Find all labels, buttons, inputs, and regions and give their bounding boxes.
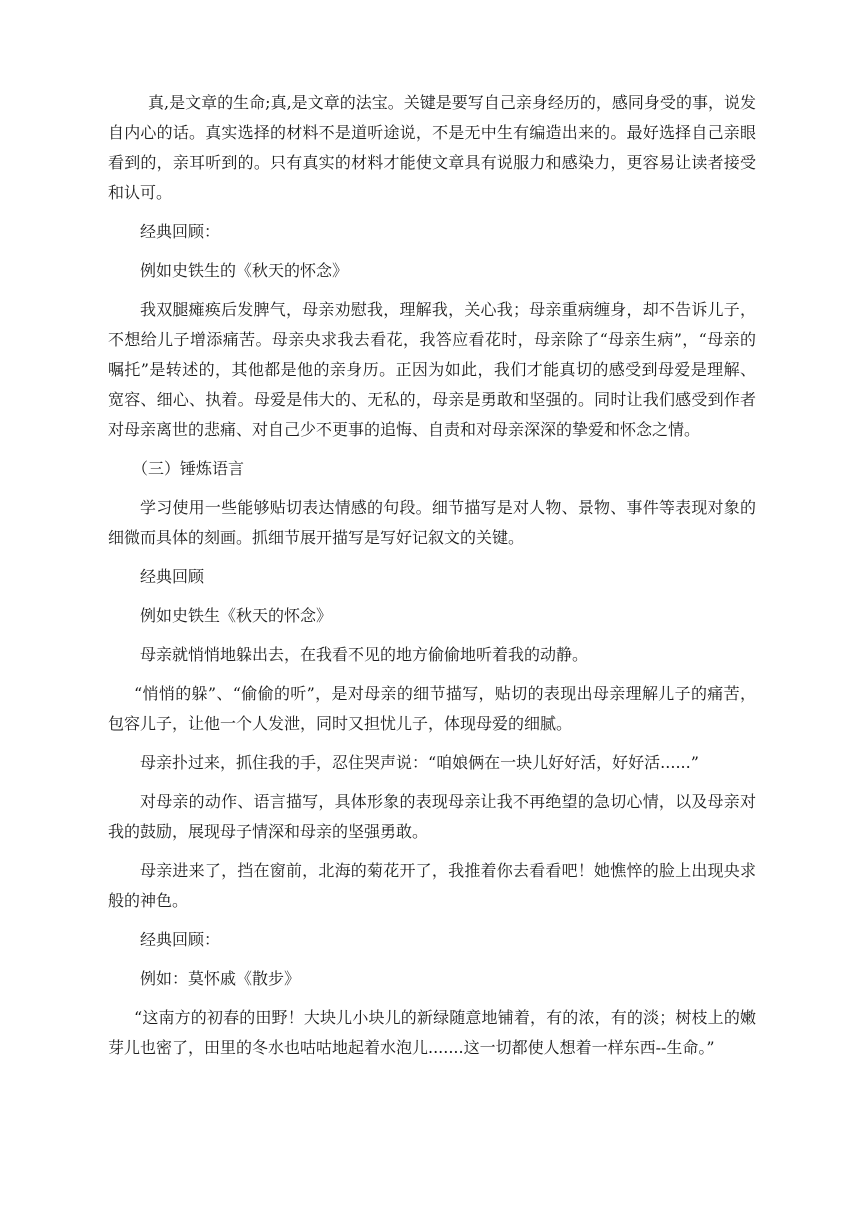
paragraph-classic-review-3: 经典回顾：	[140, 930, 221, 949]
paragraph-quote-hide: 母亲就悄悄地躲出去，在我看不见的地方偷偷地听着我的动静。	[140, 645, 589, 664]
paragraph-example-1: 例如史铁生的《秋天的怀念》	[140, 261, 349, 280]
paragraph-classic-review-1: 经典回顾：	[140, 222, 221, 241]
document-page	[108, 88, 756, 1072]
paragraph-truth: 真,是文章的生命;真,是文章的法宝。关键是要写自己亲身经历的，感同身受的事，说发自内心的话。真实选择的材料不是道听途说，不是无中生有编造出来的。最好选择自己亲眼看到的，亲耳听到的。只有真实的材料才能使文章具有说服力和感染力，更容易让读者接受和认可。	[108, 93, 756, 202]
paragraph-quote-spring: “这南方的初春的田野！大块儿小块儿的新绿随意地铺着，有的浓，有的淡；树枝上的嫩芽儿也密了，田里的冬水也咕咕地起着水泡儿.......这一切都使人想着一样东西--生命。”	[108, 1008, 756, 1057]
section-heading-language: （三）锤炼语言	[132, 459, 245, 478]
paragraph-quote-chrysanthemum: 母亲进来了，挡在窗前，北海的菊花开了，我推着你去看看吧！她憔悴的脸上出现央求般的神色。	[108, 861, 756, 910]
paragraph-quote-live: 母亲扑过来，抓住我的手，忍住哭声说：“咱娘俩在一块儿好好活，好好活......”	[140, 753, 699, 772]
paragraph-detail-analysis: “悄悄的躲”、“偷偷的听”，是对母亲的细节描写，贴切的表现出母亲理解儿子的痛苦，包容儿子，让他一个人发泄，同时又担忧儿子，体现母爱的细腻。	[108, 684, 756, 733]
paragraph-classic-review-2: 经典回顾	[140, 567, 205, 586]
paragraph-example-3: 例如：莫怀戚《散步》	[140, 969, 301, 988]
paragraph-mother-analysis: 我双腿瘫痪后发脾气，母亲劝慰我，理解我，关心我；母亲重病缠身，却不告诉儿子，不想给儿子增添痛苦。母亲央求我去看花，我答应看花时，母亲除了“母亲生病”，“母亲的嘱托”是转述的，其他都是他的亲身历。正因为如此，我们才能真切的感受到母爱是理解、宽容、细心、执着。母爱是伟大的、无私的，母亲是勇敢和坚强的。同时让我们感受到作者对母亲离世的悲痛、对自己少不更事的追悔、自责和对母亲深深的挚爱和怀念之情。	[108, 300, 756, 439]
paragraph-detail-description: 学习使用一些能够贴切表达情感的句段。细节描写是对人物、景物、事件等表现对象的细微而具体的刻画。抓细节展开描写是写好记叙文的关键。	[108, 498, 756, 547]
paragraph-action-analysis: 对母亲的动作、语言描写，具体形象的表现母亲让我不再绝望的急切心情，以及母亲对我的鼓励，展现母子情深和母亲的坚强勇敢。	[108, 792, 756, 841]
paragraph-example-2: 例如史铁生《秋天的怀念》	[140, 606, 333, 625]
